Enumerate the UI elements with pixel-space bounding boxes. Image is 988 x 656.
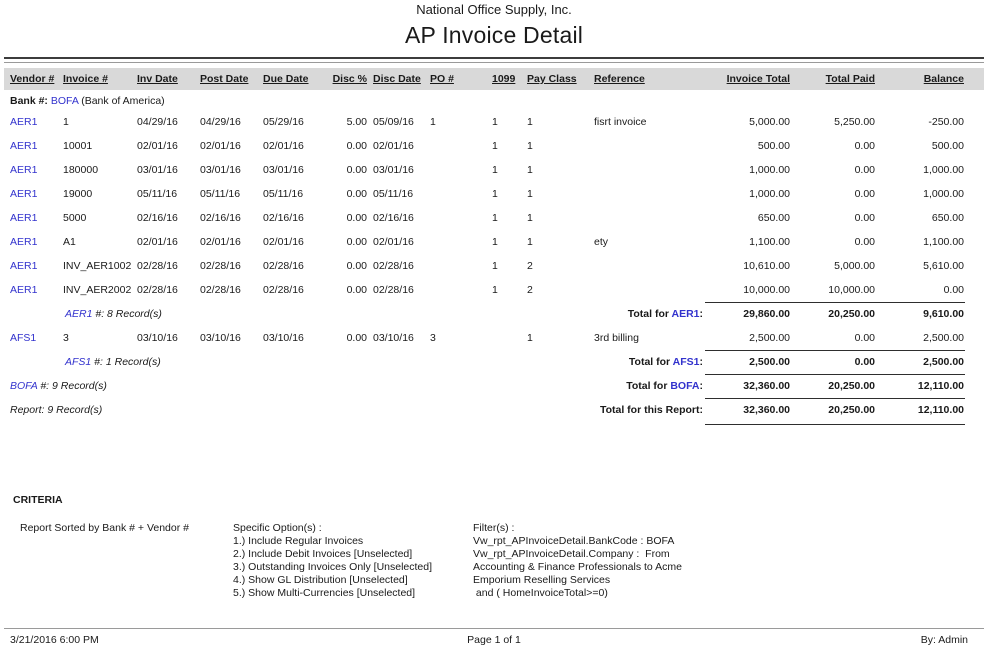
vendor-code-link[interactable]: AER1: [10, 164, 38, 176]
bank-record-count: [10, 374, 107, 398]
vendor-code-link[interactable]: AER1: [10, 260, 38, 272]
group-record-text: #: 8 Record(s): [92, 308, 162, 320]
footer-user: By: Admin: [920, 634, 968, 646]
cell-disc-date: 03/10/16: [373, 332, 414, 344]
cell-due-date: 03/10/16: [263, 332, 304, 344]
group-code: AER1: [65, 308, 93, 320]
cell-due-date: 05/29/16: [263, 116, 304, 128]
cell-1099: 1: [492, 164, 498, 176]
option-line: 2.) Include Debit Invoices [Unselected]: [233, 548, 413, 560]
cell-balance: 1,100.00: [923, 236, 964, 248]
sort-text: Report Sorted by Bank # + Vendor #: [20, 522, 189, 534]
bank-invoice-total: 32,360.00: [743, 380, 790, 392]
col-header-vendor: Vendor #: [10, 73, 55, 85]
cell-1099: 1: [492, 236, 498, 248]
criteria-options: [233, 522, 432, 600]
col-header-invoice-total: Invoice Total: [726, 73, 790, 85]
col-header-pay-class: Pay Class: [527, 73, 577, 85]
group-balance: 9,610.00: [923, 308, 964, 320]
group-total-row-bofa: [0, 374, 988, 398]
invoice-row: [0, 158, 988, 182]
vendor-code-link[interactable]: AER1: [10, 140, 38, 152]
cell-inv-date: 02/16/16: [137, 212, 178, 224]
group-record-count: [65, 350, 161, 374]
total-suffix: :: [699, 380, 703, 392]
cell-inv-date: 02/28/16: [137, 260, 178, 272]
cell-1099: 1: [492, 188, 498, 200]
cell-total-paid: 0.00: [854, 140, 875, 152]
cell-pay-class: 1: [527, 116, 533, 128]
cell-invoice-number: INV_AER1002: [63, 260, 132, 272]
report-balance: 12,110.00: [917, 404, 964, 416]
footer-page-number: Page 1 of 1: [467, 634, 521, 646]
cell-disc-pct: 0.00: [346, 236, 367, 248]
cell-disc-pct: 0.00: [346, 188, 367, 200]
invoice-row: [0, 134, 988, 158]
cell-inv-date: 02/01/16: [137, 140, 178, 152]
total-code: AFS1: [672, 356, 700, 368]
group-record-text: #: 1 Record(s): [91, 356, 161, 368]
invoice-row: [0, 254, 988, 278]
cell-invoice-total: 10,000.00: [743, 284, 790, 296]
cell-inv-date: 05/11/16: [137, 188, 178, 200]
total-code: AER1: [671, 308, 700, 320]
vendor-code-link[interactable]: AER1: [10, 236, 38, 248]
cell-total-paid: 0.00: [854, 332, 875, 344]
cell-inv-date: 02/28/16: [137, 284, 178, 296]
cell-due-date: 02/16/16: [263, 212, 304, 224]
cell-disc-date: 02/01/16: [373, 140, 414, 152]
total-prefix: Total for: [628, 356, 673, 368]
cell-total-paid: 0.00: [854, 188, 875, 200]
cell-post-date: 05/11/16: [200, 188, 241, 200]
group-code: BOFA: [10, 380, 38, 392]
cell-invoice-number: 5000: [63, 212, 87, 224]
cell-total-paid: 10,000.00: [828, 284, 875, 296]
cell-post-date: 02/28/16: [200, 260, 241, 272]
total-prefix: Total for: [626, 380, 671, 392]
cell-balance: 1,000.00: [923, 164, 964, 176]
cell-balance: 650.00: [931, 212, 964, 224]
cell-pay-class: 1: [527, 188, 533, 200]
invoice-row: [0, 110, 988, 134]
group-record-count: [65, 302, 162, 326]
criteria-heading: CRITERIA: [13, 494, 63, 506]
cell-total-paid: 0.00: [854, 236, 875, 248]
vendor-code-link[interactable]: AFS1: [10, 332, 37, 344]
cell-balance: 500.00: [931, 140, 964, 152]
cell-post-date: 03/10/16: [200, 332, 241, 344]
cell-total-paid: 5,250.00: [834, 116, 875, 128]
cell-disc-date: 02/16/16: [373, 212, 414, 224]
cell-invoice-total: 1,000.00: [749, 164, 790, 176]
cell-disc-date: 03/01/16: [373, 164, 414, 176]
criteria-filters: [473, 522, 682, 600]
cell-pay-class: 1: [527, 332, 533, 344]
cell-disc-pct: 0.00: [346, 284, 367, 296]
cell-pay-class: 1: [527, 212, 533, 224]
filter-line: Accounting & Finance Professionals to Acme: [473, 561, 682, 573]
group-total-paid: 0.00: [854, 356, 875, 368]
cell-1099: 1: [492, 140, 498, 152]
cell-1099: 1: [492, 284, 498, 296]
cell-balance: 0.00: [943, 284, 964, 296]
cell-reference: ety: [594, 236, 609, 248]
group-total-label: [460, 302, 703, 326]
vendor-code-link[interactable]: AER1: [10, 188, 38, 200]
cell-pay-class: 2: [527, 284, 533, 296]
bank-label: Bank #:: [10, 95, 48, 107]
footer-datetime: 3/21/2016 6:00 PM: [10, 634, 99, 646]
cell-total-paid: 5,000.00: [834, 260, 875, 272]
col-header-disc-date: Disc Date: [373, 73, 421, 85]
cell-invoice-number: INV_AER2002: [63, 284, 132, 296]
cell-reference: fisrt invoice: [594, 116, 647, 128]
cell-1099: 1: [492, 116, 498, 128]
cell-due-date: 02/01/16: [263, 236, 304, 248]
vendor-code-link[interactable]: AER1: [10, 116, 38, 128]
col-header-inv-date: Inv Date: [137, 73, 178, 85]
cell-pay-class: 1: [527, 164, 533, 176]
col-header-balance: Balance: [923, 73, 964, 85]
cell-post-date: 04/29/16: [200, 116, 241, 128]
filter-line: Emporium Reselling Services: [473, 574, 611, 586]
cell-disc-pct: 0.00: [346, 164, 367, 176]
col-header-total-paid: Total Paid: [825, 73, 875, 85]
cell-total-paid: 0.00: [854, 164, 875, 176]
cell-po-number: 1: [430, 116, 436, 128]
invoice-row: [0, 182, 988, 206]
cell-balance: -250.00: [928, 116, 964, 128]
cell-due-date: 02/28/16: [263, 284, 304, 296]
cell-disc-date: 02/28/16: [373, 284, 414, 296]
cell-balance: 1,000.00: [923, 188, 964, 200]
report-total-label: Total for this Report:: [599, 404, 703, 416]
cell-inv-date: 03/01/16: [137, 164, 178, 176]
bank-total-label: [460, 374, 703, 398]
col-header-reference: Reference: [594, 73, 645, 85]
cell-invoice-total: 650.00: [757, 212, 790, 224]
total-suffix: :: [699, 356, 703, 368]
cell-total-paid: 0.00: [854, 212, 875, 224]
cell-invoice-total: 1,100.00: [749, 236, 790, 248]
cell-inv-date: 03/10/16: [137, 332, 178, 344]
col-header-invoice: Invoice #: [63, 73, 108, 85]
cell-invoice-number: 10001: [63, 140, 93, 152]
cell-inv-date: 02/01/16: [137, 236, 178, 248]
cell-disc-date: 05/09/16: [373, 116, 414, 128]
group-total-row-aer1: [0, 302, 988, 326]
filter-line: Vw_rpt_APInvoiceDetail.BankCode : BOFA: [473, 535, 675, 547]
cell-post-date: 03/01/16: [200, 164, 241, 176]
report-invoice-total: 32,360.00: [743, 404, 790, 416]
col-header-disc-pct: Disc %: [332, 73, 367, 85]
cell-post-date: 02/16/16: [200, 212, 241, 224]
total-suffix: :: [699, 308, 703, 320]
options-title: Specific Option(s) :: [233, 522, 322, 534]
bank-name: (Bank of America): [81, 95, 165, 107]
option-line: 4.) Show GL Distribution [Unselected]: [233, 574, 408, 586]
header-rule-thick: [4, 57, 984, 59]
cell-post-date: 02/28/16: [200, 284, 241, 296]
vendor-code-link[interactable]: AER1: [10, 212, 38, 224]
group-code: AFS1: [65, 356, 92, 368]
cell-pay-class: 1: [527, 140, 533, 152]
invoice-row: [0, 278, 988, 302]
bank-balance: 12,110.00: [917, 380, 964, 392]
cell-pay-class: 1: [527, 236, 533, 248]
cell-post-date: 02/01/16: [200, 140, 241, 152]
group-record-text: #: 9 Record(s): [37, 380, 107, 392]
group-total-paid: 20,250.00: [828, 308, 875, 320]
cell-disc-date: 02/01/16: [373, 236, 414, 248]
option-line: 3.) Outstanding Invoices Only [Unselected]: [233, 561, 433, 573]
bank-group-header: [0, 92, 988, 110]
col-header-1099: 1099: [492, 73, 516, 85]
cell-due-date: 05/11/16: [263, 188, 304, 200]
cell-reference: 3rd billing: [594, 332, 639, 344]
column-header-row: [0, 68, 988, 90]
cell-disc-pct: 0.00: [346, 332, 367, 344]
cell-1099: 1: [492, 260, 498, 272]
cell-due-date: 03/01/16: [263, 164, 304, 176]
cell-disc-pct: 0.00: [346, 212, 367, 224]
filter-line: Vw_rpt_APInvoiceDetail.Company : From: [473, 548, 670, 560]
total-code: BOFA: [670, 380, 700, 392]
invoice-row: [0, 326, 988, 350]
cell-invoice-total: 500.00: [757, 140, 790, 152]
report-total-row: [0, 398, 988, 422]
cell-disc-pct: 0.00: [346, 260, 367, 272]
bank-code-link[interactable]: BOFA: [50, 95, 79, 107]
footer-rule: [4, 628, 984, 629]
invoice-row: [0, 206, 988, 230]
cell-due-date: 02/01/16: [263, 140, 304, 152]
cell-balance: 5,610.00: [923, 260, 964, 272]
bank-group-text: [10, 92, 165, 110]
cell-invoice-total: 10,610.00: [743, 260, 790, 272]
col-header-po: PO #: [430, 73, 454, 85]
cell-post-date: 02/01/16: [200, 236, 241, 248]
cell-po-number: 3: [430, 332, 436, 344]
bank-total-paid: 20,250.00: [828, 380, 875, 392]
group-total-label: [460, 350, 703, 374]
cell-invoice-number: A1: [63, 236, 76, 248]
company-name: National Office Supply, Inc.: [416, 2, 572, 17]
cell-disc-date: 02/28/16: [373, 260, 414, 272]
group-balance: 2,500.00: [923, 356, 964, 368]
cell-invoice-total: 1,000.00: [749, 188, 790, 200]
total-prefix: Total for: [627, 308, 672, 320]
report-record-count: Report: 9 Record(s): [10, 404, 103, 416]
vendor-code-link[interactable]: AER1: [10, 284, 38, 296]
cell-invoice-total: 5,000.00: [749, 116, 790, 128]
header-rule-thin: [4, 62, 984, 63]
filter-line: and ( HomeInvoiceTotal>=0): [473, 587, 608, 599]
cell-pay-class: 2: [527, 260, 533, 272]
group-invoice-total: 2,500.00: [749, 356, 790, 368]
cell-disc-date: 05/11/16: [373, 188, 414, 200]
cell-invoice-number: 1: [63, 116, 69, 128]
cell-balance: 2,500.00: [923, 332, 964, 344]
cell-due-date: 02/28/16: [263, 260, 304, 272]
option-line: 5.) Show Multi-Currencies [Unselected]: [233, 587, 416, 599]
group-total-row-afs1: [0, 350, 988, 374]
col-header-post-date: Post Date: [200, 73, 249, 85]
cell-inv-date: 04/29/16: [137, 116, 178, 128]
cell-1099: 1: [492, 212, 498, 224]
cell-invoice-number: 3: [63, 332, 69, 344]
criteria-sort: [20, 522, 189, 535]
invoice-row: [0, 230, 988, 254]
cell-disc-pct: 5.00: [346, 116, 367, 128]
report-closing-rule: [705, 424, 965, 425]
cell-disc-pct: 0.00: [346, 140, 367, 152]
option-line: 1.) Include Regular Invoices: [233, 535, 364, 547]
cell-invoice-total: 2,500.00: [749, 332, 790, 344]
group-invoice-total: 29,860.00: [743, 308, 790, 320]
filters-title: Filter(s) :: [473, 522, 515, 534]
col-header-due-date: Due Date: [263, 73, 309, 85]
report-total-paid: 20,250.00: [828, 404, 875, 416]
cell-invoice-number: 180000: [63, 164, 99, 176]
report-title: AP Invoice Detail: [404, 22, 584, 48]
cell-invoice-number: 19000: [63, 188, 93, 200]
